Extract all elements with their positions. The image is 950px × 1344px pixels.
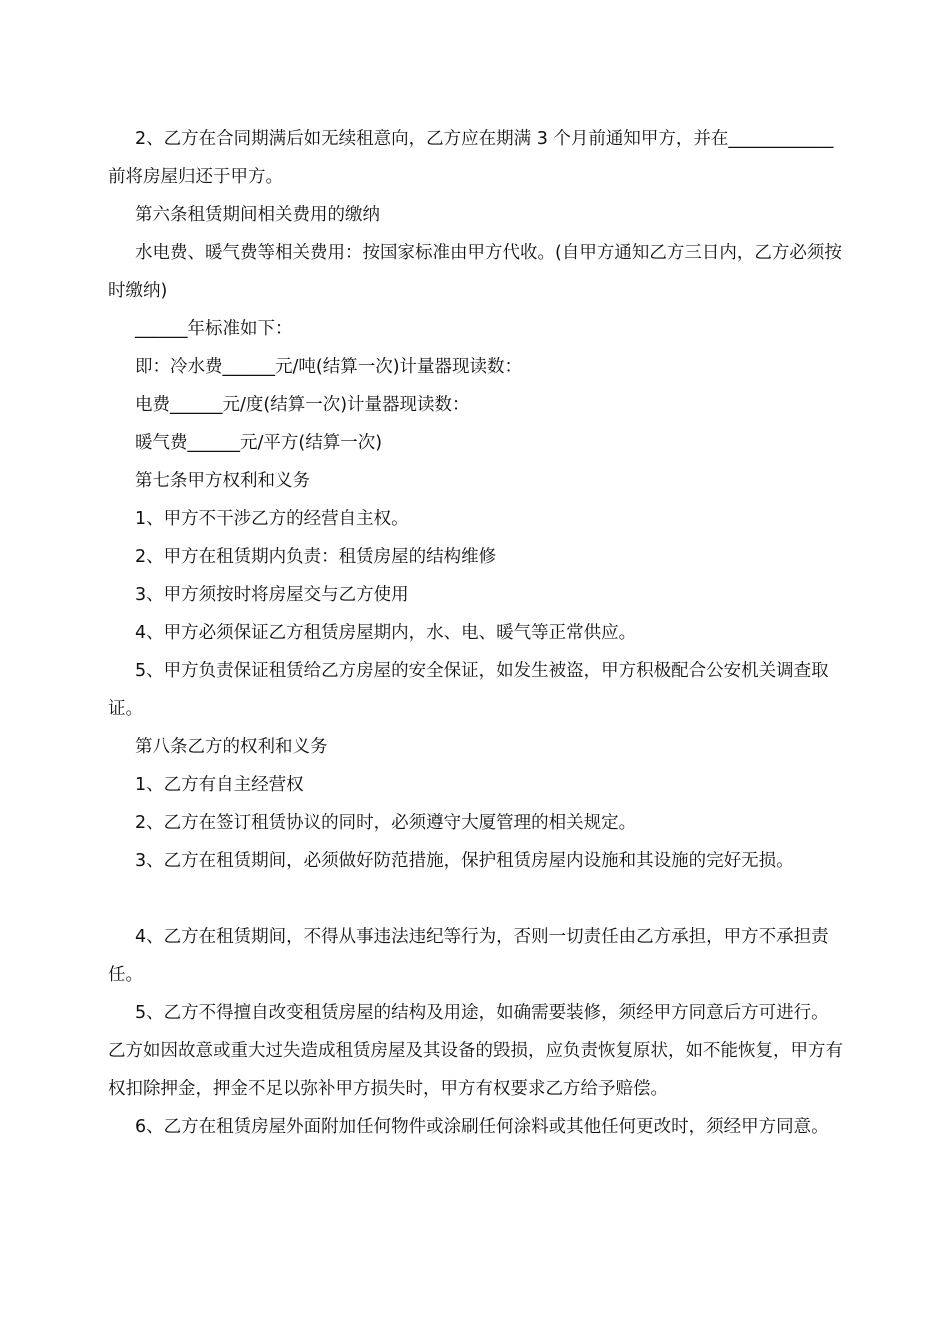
paragraph-a-item-1: 1、甲方不干涉乙方的经营自主权。 <box>135 509 409 529</box>
heading-article-6: 第六条租赁期间相关费用的缴纳 <box>135 205 380 225</box>
paragraph-a-item-2: 2、甲方在租赁期内负责：租赁房屋的结构维修 <box>135 547 497 567</box>
paragraph-electric-fee: 电费______元/度(结算一次)计量器现读数： <box>135 395 470 415</box>
paragraph-annual-standard: ______年标准如下： <box>135 319 293 339</box>
paragraph-b-item-4: 4、乙方在租赁期间，不得从事违法违纪等行为，否则一切责任由乙方承担，甲方不承担责任。 <box>108 927 829 985</box>
paragraph-water-fee: 即：冷水费______元/吨(结算一次)计量器现读数： <box>135 357 523 377</box>
paragraph-a-item-3: 3、甲方须按时将房屋交与乙方使用 <box>135 585 409 605</box>
paragraph-a-item-4: 4、甲方必须保证乙方租赁房屋期内，水、电、暖气等正常供应。 <box>135 623 637 643</box>
paragraph-utility-fees: 水电费、暖气费等相关费用：按国家标准由甲方代收。(自甲方通知乙方三日内，乙方必须按时缴纳) <box>108 243 842 301</box>
paragraph-heating-fee: 暖气费______元/平方(结算一次) <box>135 433 383 453</box>
paragraph-b-item-5: 5、乙方不得擅自改变租赁房屋的结构及用途，如确需要装修，须经甲方同意后方可进行。乙方如因故意或重大过失造成租赁房屋及其设备的毁损，应负责恢复原状，如不能恢复，甲方有权扣除押金，押金不足以弥补甲方损失时，甲方有权要求乙方给予赔偿。 <box>108 1003 843 1099</box>
paragraph-b-item-3: 3、乙方在租赁期间，必须做好防范措施，保护租赁房屋内设施和其设施的完好无损。 <box>135 851 794 871</box>
heading-article-8: 第八条乙方的权利和义务 <box>135 737 328 757</box>
heading-article-7: 第七条甲方权利和义务 <box>135 471 310 491</box>
paragraph-b-item-1: 1、乙方有自主经营权 <box>135 775 304 795</box>
paragraph-b-item-6: 6、乙方在租赁房屋外面附加任何物件或涂刷任何涂料或其他任何更改时，须经甲方同意。 <box>135 1117 829 1137</box>
paragraph-b-item-2: 2、乙方在签订租赁协议的同时，必须遵守大厦管理的相关规定。 <box>135 813 637 833</box>
paragraph-return-premises: 2、乙方在合同期满后如无续租意向，乙方应在期满 3 个月前通知甲方，并在____________前将房屋归还于甲方。 <box>108 129 834 187</box>
blank-line <box>108 880 844 918</box>
document-body <box>108 120 844 1146</box>
paragraph-a-item-5: 5、甲方负责保证租赁给乙方房屋的安全保证，如发生被盗，甲方积极配合公安机关调查取证。 <box>108 661 829 719</box>
